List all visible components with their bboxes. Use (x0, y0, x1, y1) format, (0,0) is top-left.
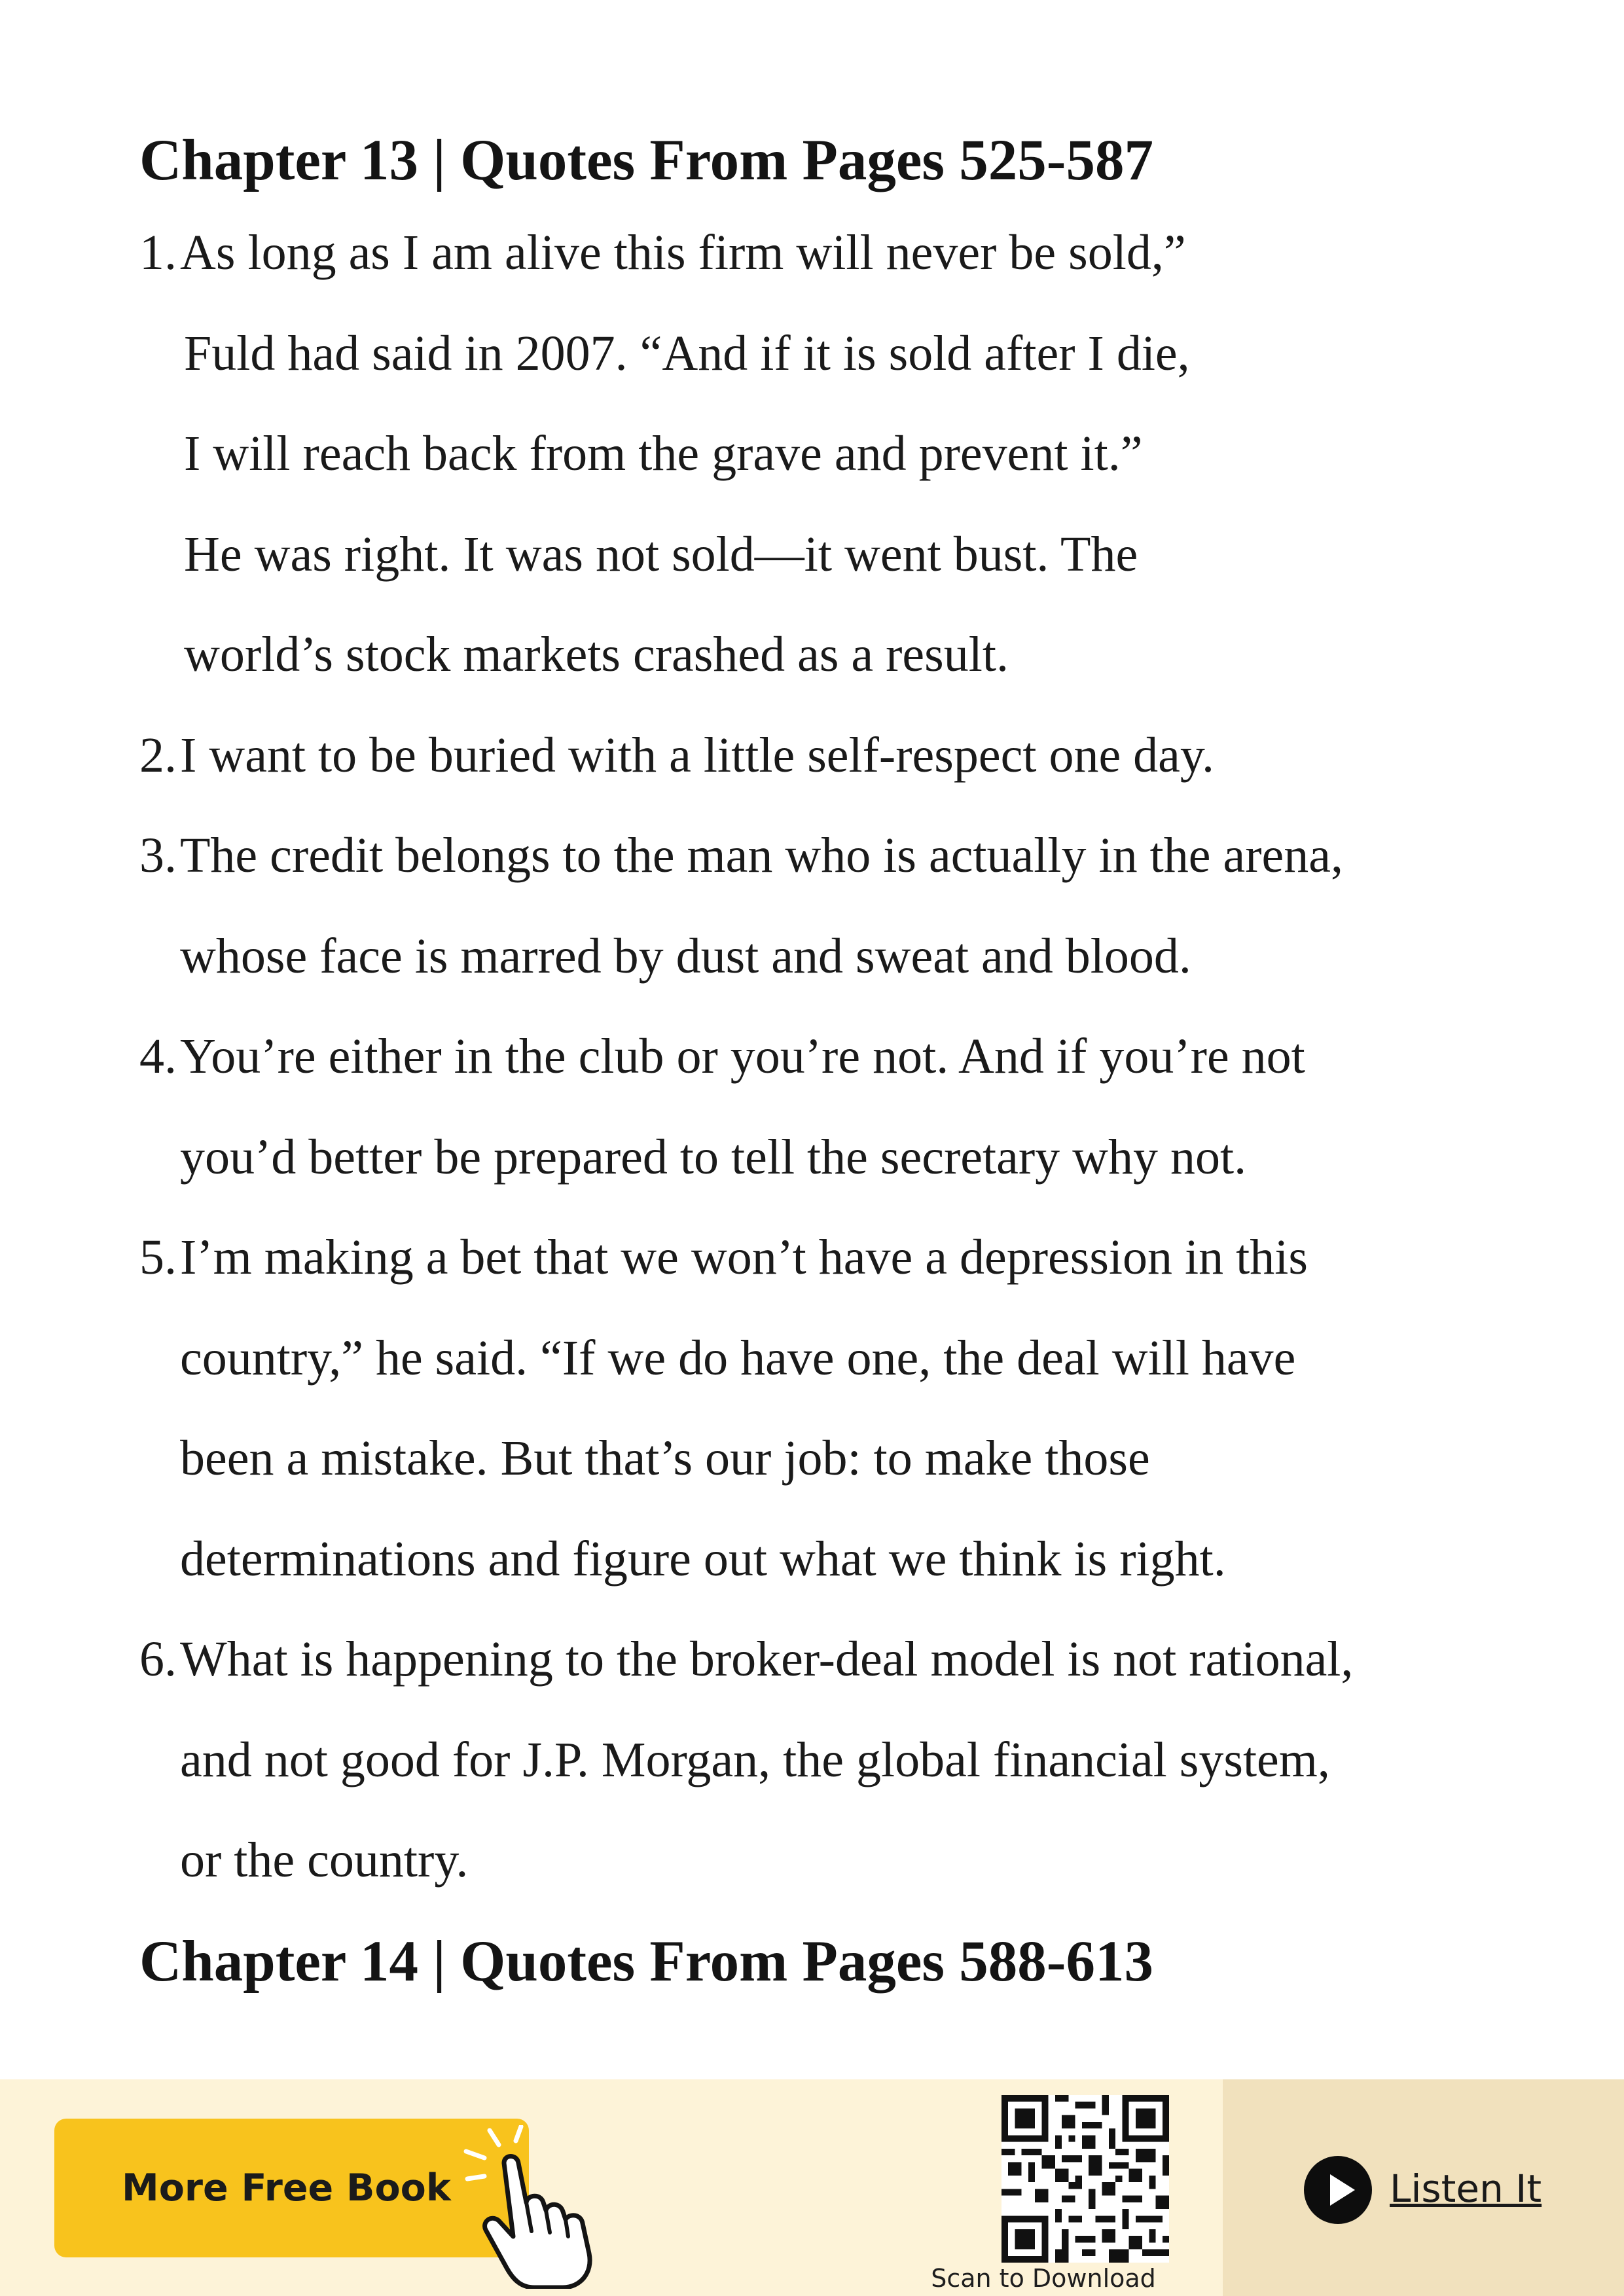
quote-line: I’m making a bet that we won’t have a depression in this (180, 1230, 1308, 1285)
quote-line: I will reach back from the grave and prevent it.” (184, 426, 1143, 481)
play-icon (1303, 2155, 1373, 2225)
footer-bar (0, 2079, 1624, 2296)
quote-item (139, 806, 1514, 1007)
quote-line: What is happening to the broker-deal model is not rational, (180, 1632, 1354, 1687)
quote-text (180, 1609, 1514, 1911)
quote-text (180, 706, 1514, 806)
quote-line: You’re either in the club or you’re not. And if you’re not (180, 1029, 1305, 1084)
quote-item (139, 1007, 1514, 1208)
quote-item (139, 1609, 1514, 1911)
page-content (139, 118, 1514, 2004)
quote-text (180, 203, 1514, 706)
quote-line: you’d better be prepared to tell the secretary why not. (180, 1129, 1247, 1185)
quote-number: 5. (139, 1230, 177, 1285)
quote-item (139, 203, 1514, 706)
chapter-14-title: Chapter 14 | Quotes From Pages 588-613 (139, 1929, 1153, 1994)
quote-line: whose face is marred by dust and sweat and blood. (180, 928, 1191, 984)
quote-line: country,” he said. “If we do have one, the deal will have (180, 1330, 1296, 1386)
quote-line: determinations and figure out what we think is right. (180, 1531, 1226, 1587)
quote-number: 4. (139, 1029, 177, 1084)
quote-line: and not good for J.P. Morgan, the global financial system, (180, 1732, 1330, 1787)
quote-number: 2. (139, 727, 177, 783)
quote-line: world’s stock markets crashed as a result. (184, 627, 1009, 682)
quote-text (180, 1208, 1514, 1609)
quote-item (139, 706, 1514, 806)
chapter-13-title: Chapter 13 | Quotes From Pages 525-587 (139, 128, 1153, 192)
more-free-book-label: More Free Book (122, 2166, 451, 2210)
quote-line: Fuld had said in 2007. “And if it is sold after I die, (184, 325, 1190, 381)
qr-code-icon (1001, 2095, 1169, 2263)
quote-number: 6. (139, 1632, 177, 1687)
quote-number: 1. (139, 225, 177, 280)
quote-line: As long as I am alive this firm will never be sold,” (180, 225, 1186, 280)
quote-text (180, 806, 1514, 1007)
quote-line: I want to be buried with a little self-respect one day. (180, 727, 1214, 783)
quote-line: been a mistake. But that’s our job: to make those (180, 1431, 1150, 1486)
quote-line: The credit belongs to the man who is actually in the arena, (180, 828, 1343, 883)
quote-list (139, 203, 1514, 1911)
quote-item (139, 1208, 1514, 1609)
quote-line: or the country. (180, 1833, 469, 1888)
quote-line: He was right. It was not sold—it went bust. The (184, 526, 1138, 582)
quote-number: 3. (139, 828, 177, 883)
pointing-hand-icon (458, 2125, 628, 2289)
listen-it-label: Listen It (1390, 2166, 1542, 2211)
quote-text (180, 1007, 1514, 1208)
scan-to-download-label: Scan to Download (931, 2264, 1156, 2293)
